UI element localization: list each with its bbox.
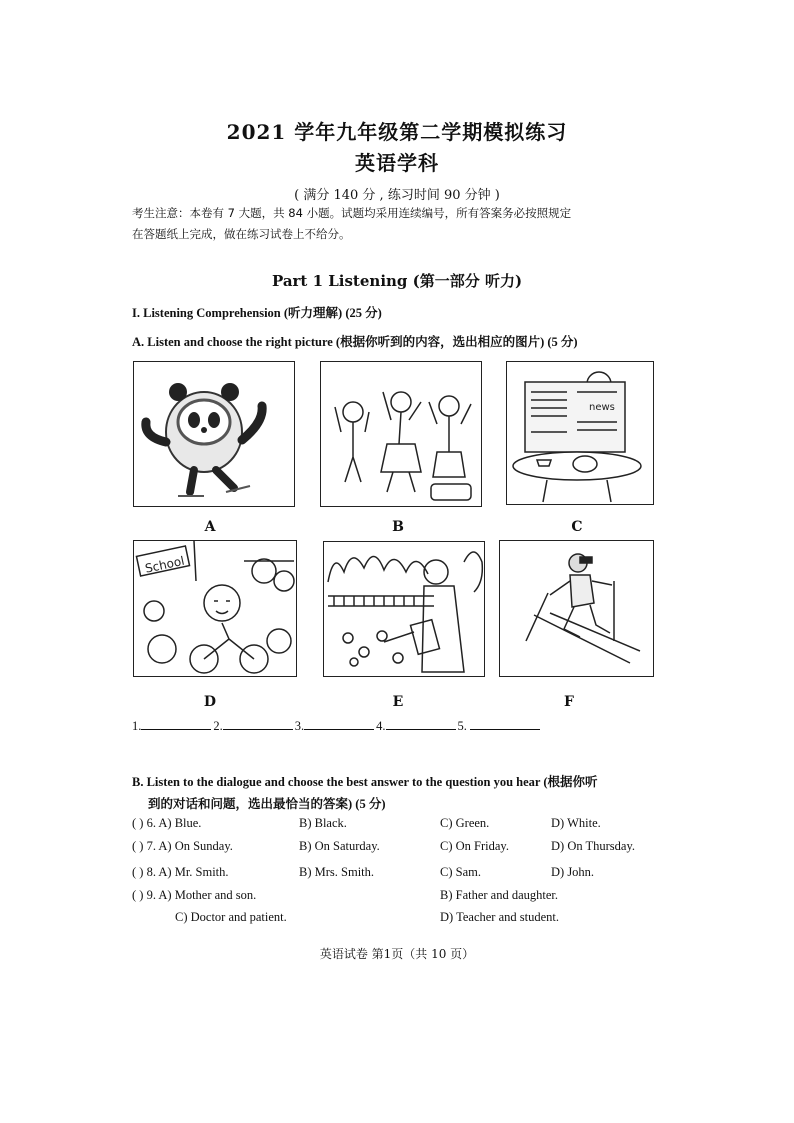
picture-e [323,541,485,677]
picture-a-letter: A [204,519,216,535]
section-1-title: I. Listening Comprehension (听力理解) (25 分) [132,306,382,320]
answer-blanks [132,717,542,734]
picture-c [506,361,654,505]
question-8-a: ( ) 8. A) Mr. Smith. [132,865,229,879]
question-8-b: B) Mrs. Smith. [299,865,375,879]
blank-5-label: 5. [457,719,467,733]
picture-c-letter: C [571,519,583,535]
subject-title: 英语学科 [355,151,439,175]
picture-f [499,540,654,677]
picture-a [133,361,295,507]
picture-f-letter: F [564,694,574,710]
section-a-title: A. Listen and choose the right picture (根据你听到的内容，选出相应的图片) (5 分) [132,335,578,349]
notice-line-2: 在答题纸上完成，做在练习试卷上不给分。 [132,227,351,241]
blank-5[interactable] [470,717,540,730]
blank-1-label: 1. [132,719,142,733]
blank-3[interactable] [304,717,374,730]
question-9-a: ( ) 9. A) Mother and son. [132,888,257,902]
page-footer: 英语试卷 第1页（共 10 页） [319,947,475,961]
question-6-a: ( ) 6. A) Blue. [132,816,202,830]
exam-title: 2021 学年九年级第二学期模拟练习 [226,120,568,144]
question-7-a: ( ) 7. A) On Sunday. [132,839,233,853]
blank-4[interactable] [386,717,456,730]
picture-d-letter: D [203,694,217,710]
blank-3-label: 3. [294,719,305,733]
svg-text:School: School [143,553,186,576]
exam-info: ( 满分 140 分 , 练习时间 90 分钟 ) [294,188,500,203]
blank-2[interactable] [223,717,293,730]
question-7-d: D) On Thursday. [551,839,636,853]
question-6-c: C) Green. [440,816,490,830]
children-cycling-school-icon [134,541,296,676]
picture-b [320,361,482,507]
question-7-c: C) On Friday. [440,839,509,853]
man-reading-news-icon [507,362,653,504]
question-6-d: D) White. [551,816,601,830]
question-9-b: B) Father and daughter. [440,888,559,902]
person-skiing-icon [500,541,653,676]
section-b-line-1: B. Listen to the dialogue and choose the best answer to the question you hear (根据你听 [132,775,598,789]
woman-watering-garden-icon [324,542,484,676]
picture-b-letter: B [392,519,404,535]
blank-1[interactable] [141,717,211,730]
picture-d [133,540,297,677]
blank-4-label: 4. [376,719,386,733]
people-dancing-icon [321,362,481,506]
picture-e-letter: E [392,694,404,710]
exam-notice [132,203,672,245]
blank-2-label: 2. [213,719,223,733]
question-6-b: B) Black. [299,816,347,830]
question-8-d: D) John. [551,865,595,879]
part-1-title: Part 1 Listening (第一部分 听力) [271,272,523,290]
question-7-b: B) On Saturday. [299,839,380,853]
notice-line-1: 考生注意：本卷有 7 大题，共 84 小题。试题均采用连续编号，所有答案务必按照规定 [132,206,572,220]
panda-mascot-skating-icon [134,362,294,506]
svg-text:news: news [589,402,615,413]
section-b-line-2: 到的对话和问题，选出最恰当的答案) (5 分) [148,797,386,811]
question-9-d: D) Teacher and student. [440,910,559,924]
question-9-c: C) Doctor and patient. [175,910,287,924]
question-8-c: C) Sam. [440,865,481,879]
